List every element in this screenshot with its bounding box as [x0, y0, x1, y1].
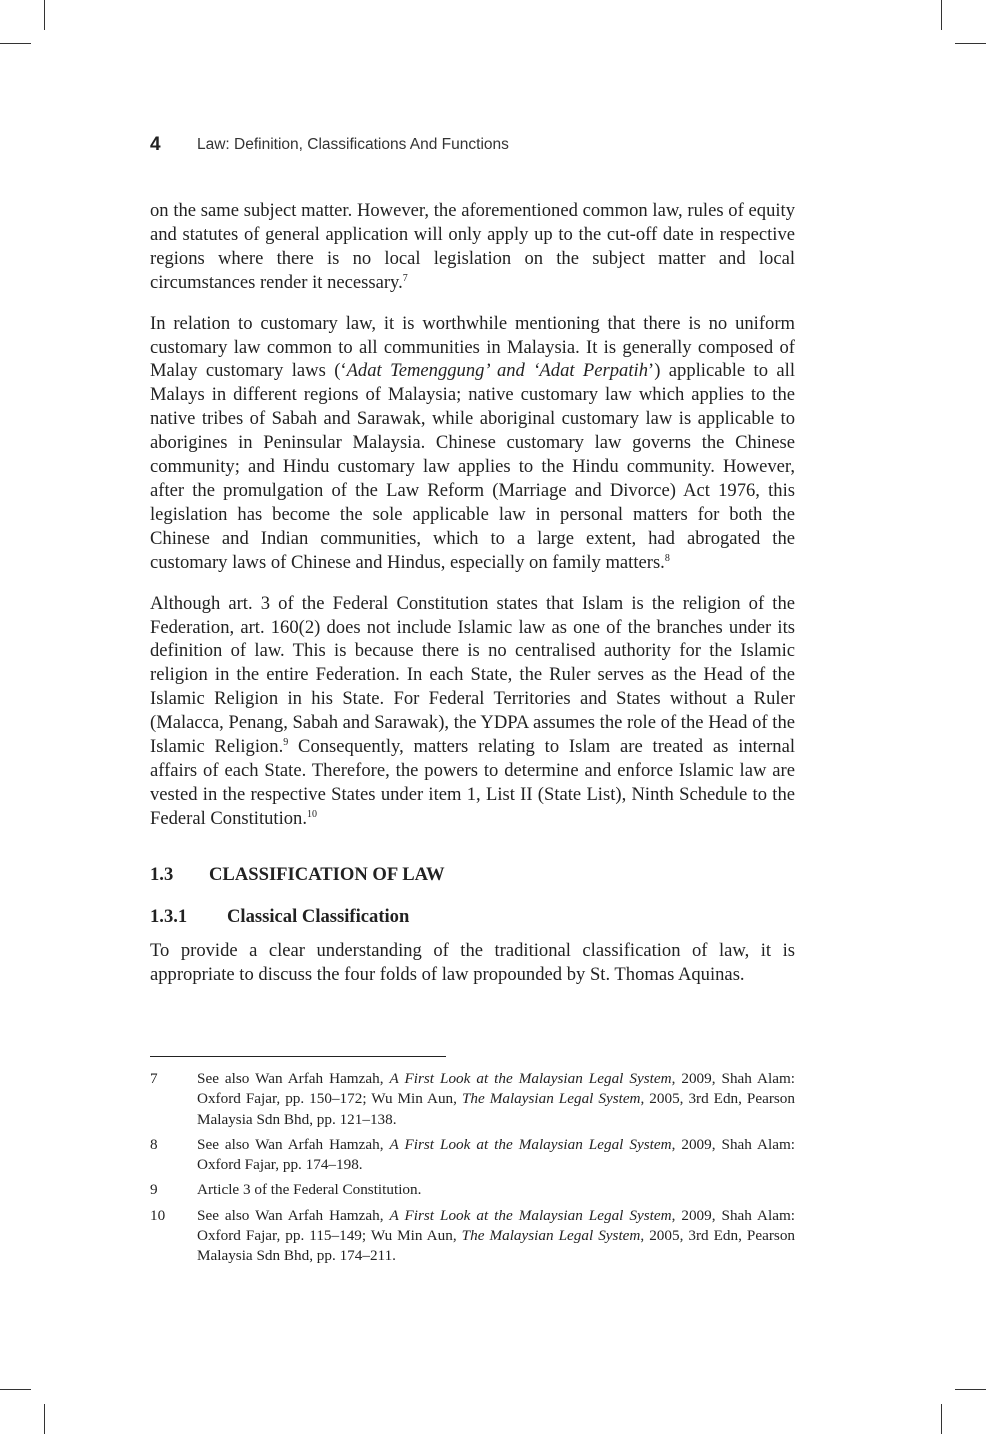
footnote-8: 8 See also Wan Arfah Hamzah, A First Look at the Malaysian Legal System, 2009, Shah Alam: Oxford Fajar, pp. 174–198.	[150, 1135, 796, 1174]
crop-mark-top-right-horizontal	[955, 43, 986, 44]
section-title: CLASSIFICATION OF LAW	[209, 863, 445, 885]
book-title: A First Look at the Malaysian Legal System	[389, 1070, 672, 1087]
footnote-separator	[150, 1056, 446, 1057]
footnote-ref-10: 10	[307, 808, 318, 820]
book-title: A First Look at the Malaysian Legal System	[389, 1135, 672, 1153]
paragraph-4: To provide a clear understanding of the traditional classification of law, it is appropriate to discuss the four folds of law propounded by St. Thomas Aquinas.	[150, 939, 795, 985]
crop-mark-top-left-vertical	[44, 0, 45, 30]
crop-mark-bottom-right-vertical	[941, 1404, 942, 1434]
footnote-number: 10	[150, 1206, 166, 1224]
book-title: The Malaysian Legal System	[461, 1227, 641, 1245]
book-title: The Malaysian Legal System	[461, 1090, 641, 1108]
footnote-number: 8	[150, 1135, 158, 1153]
body-text	[150, 199, 795, 1003]
crop-mark-bottom-left-horizontal	[0, 1389, 31, 1390]
paragraph-3: Although art. 3 of the Federal Constitution states that Islam is the religion of the Federation, art. 160(2) does not include Islamic law as one of the branches under its definition of law. This is because there is no centralised authority for the Islamic religion in the entire Federation. In each State, the Ruler serves as the Head of the Islamic Religion in his State. For Federal Territories and States without a Ruler (Malacca, Penang, Sabah and Sarawak), the YDPA assumes the role of the Head of the Islamic Religion.$^9$ Consequently, matters relating to Islam are treated as internal affairs of each State. Therefore, the powers to determine and enforce Islamic law are vested in the respective States under item 1, List II (State List), Ninth Schedule to the Federal Constitution.$^{10}$	[150, 592, 795, 829]
subsection-title: Classical Classification	[227, 905, 410, 927]
paragraph-1: on the same subject matter. However, the aforementioned common law, rules of equity and statutes of general application will only apply up to the cut-off date in respective regions where there is no local legislation on the subject matter and local circumstances render it necessary.$^7$	[150, 200, 795, 293]
footnote-number: 7	[150, 1070, 158, 1087]
footnote-ref-8: 8	[664, 552, 670, 564]
crop-mark-bottom-right-horizontal	[955, 1389, 986, 1390]
paragraph-2: In relation to customary law, it is worthwhile mentioning that there is no uniform customary law common to all communities in Malaysia. It is generally composed of Malay customary laws (‘Adat Temenggung’ and ‘Adat Perpatih’) applicable to all Malays in different regions of Malaysia; native customary law which applies to the native tribes of Sabah and Sarawak, while aboriginal customary law is applicable to aborigines in Peninsular Malaysia. Chinese customary law governs the Chinese community; and Hindu customary law applies to the Hindu community. However, after the promulgation of the Law Reform (Marriage and Divorce) Act 1976, this legislation has become the sole applicable law in personal matters for both the Chinese and Indian communities, which to a large extent, had abrogated the customary laws of Chinese and Hindus, especially on family matters.$^8$	[150, 312, 795, 573]
footnote-10: 10 See also Wan Arfah Hamzah, A First Look at the Malaysian Legal System, 2009, Shah Alam: Oxford Fajar, pp. 115–149; Wu Min Aun, The Malaysian Legal System, 2005, 3rd Edn, Pearson Malaysia Sdn Bhd, pp. 174–211.	[150, 1206, 796, 1265]
footnote-7: 7 See also Wan Arfah Hamzah, A First Look at the Malaysian Legal System, 2009, Shah Alam: Oxford Fajar, pp. 150–172; Wu Min Aun, The Malaysian Legal System, 2005, 3rd Edn, Pearson Malaysia Sdn Bhd, pp. 121–138.	[150, 1070, 796, 1128]
subsection-heading	[150, 905, 795, 929]
italic-adat-terms: Adat Temenggung’ and ‘Adat Perpatih	[346, 360, 648, 382]
crop-mark-top-left-horizontal	[0, 43, 31, 44]
book-title: A First Look at the Malaysian Legal System	[389, 1206, 672, 1224]
footnote-9: 9 Article 3 of the Federal Constitution.	[150, 1180, 795, 1200]
footnotes	[150, 1069, 795, 1272]
page-number: 4	[150, 134, 161, 155]
crop-mark-bottom-left-vertical	[44, 1404, 45, 1434]
footnote-number: 9	[150, 1181, 158, 1199]
section-heading	[150, 863, 795, 887]
footnote-ref-9: 9	[283, 737, 289, 749]
footnote-ref-7: 7	[402, 272, 408, 284]
section-number: 1.3	[150, 863, 174, 885]
running-title: Law: Definition, Classifications And Functions	[197, 136, 509, 153]
crop-mark-top-right-vertical	[941, 0, 942, 30]
subsection-number: 1.3.1	[150, 905, 188, 927]
